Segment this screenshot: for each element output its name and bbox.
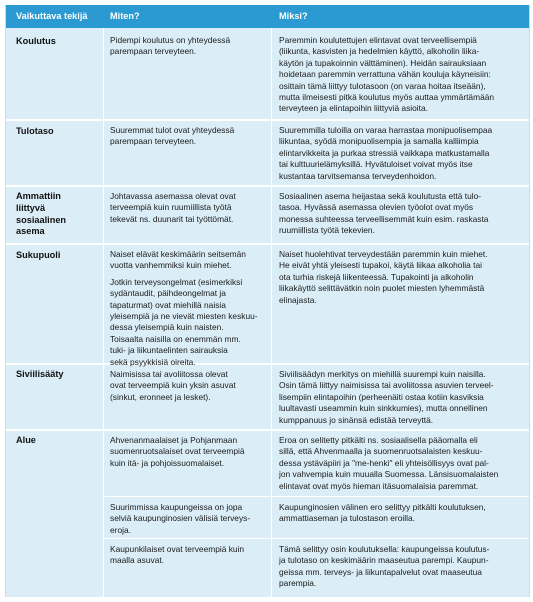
header-how: Miten? — [110, 11, 140, 21]
subrow-divider — [104, 538, 529, 539]
row-alue-cities-how: Suurimmissa kaupungeissa on jopa selviä kaupunginosien välisiä terveys- eroja. — [110, 502, 251, 535]
row-ammatti-factor: Ammattiin liittyvä sosiaalinen asema — [16, 191, 67, 237]
row-ammatti-how: Johtavassa asemassa olevat ovat terveempiä kuin ruumiillista työtä tekevät ns. duunarit tai työttömät. — [110, 191, 236, 224]
row-divider — [6, 185, 529, 187]
row-sukupuoli-how: Naiset elävät keskimäärin seitsemän vuotta vanhemmiksi kuin miehet. Jotkin terveysongelmat (esimerkiksi sydäntaudit, päihdeongelmat ja tapaturmat) ovat miehillä naisia yleisempiä ja ne vievät miesten keskuu- dessa yleisempiä kuin naisten. Toisaalta naisilla on enemmän mm. tuki- ja liikuntaelinten sairauksia sekä psyykkisiä oireita. — [110, 249, 258, 367]
row-tulotaso-why: Suuremmilla tuloilla on varaa harrastaa monipuolisempaa liikuntaa, syödä monipuolisempia ja samalla kalliimpia elintarvikkeita ja purkaa stressiä vaikkapa matkustamalla tai kulttuurielämyksillä. Hyvätuloiset voivat myös itse kustantaa tarvitsemansa terveydenhoidon. — [279, 125, 493, 181]
row-koulutus-why: Paremmin koulutettujen elintavat ovat terveellisempiä (liikunta, kasvisten ja hedelmien käyttö, alkoholin liika- käytön ja tupakoinnin välttäminen). Heidän sairauksiaan hoidetaan paremmin verrattuna vähän kouluja käyneisiin: osittain tämä liittyy tulotasoon (on varaa hoitaa itseään), mutta ilmeisesti pitkä koulutus myös auttaa ymmärtämään terveyteen ja elintapoihin liittyviä asioita. — [279, 35, 495, 114]
row-alue-cities-why: Kaupunginosien välinen ero selittyy pitkälti koulutuksen, ammattiaseman ja tulostason eroilla. — [279, 502, 486, 524]
row-siviilisaaty-how: Naimisissa tai avoliitossa olevat ovat terveempiä kuin yksin asuvat (sinkut, eronneet ja lesket). — [110, 369, 236, 402]
row-alue-urban-why: Tämä selittyy osin koulutuksella: kaupungeissa koulutus- ja tulotaso on keskimäärin maaseutua parempi. Kaupun- geissa mm. terveys- ja liikuntapalvelut ovat maaseutua parempia. — [279, 544, 490, 589]
row-siviilisaaty-factor: Siviilisääty — [16, 369, 64, 379]
row-divider — [6, 429, 529, 431]
row-sukupuoli-factor: Sukupuoli — [16, 250, 61, 260]
subrow-divider — [104, 496, 529, 497]
header-why: Miksi? — [279, 11, 308, 21]
row-divider — [6, 119, 529, 121]
row-ammatti-why: Sosiaalinen asema heijastaa sekä koulutusta että tulo- tasoa. Hyvässä asemassa olevien työolot ovat myös monessa suhteessa terveellisemmät kuin esim. raskasta ruumiillista työtä tekevien. — [279, 191, 489, 236]
row-tulotaso-how: Suuremmat tulot ovat yhteydessä parempaan terveyteen. — [110, 125, 235, 147]
table-header — [6, 5, 529, 28]
health-factors-table — [5, 5, 530, 597]
column-divider — [271, 28, 272, 597]
row-alue-urban-how: Kaupunkilaiset ovat terveempiä kuin maalla asuvat. — [110, 544, 245, 566]
column-divider — [103, 28, 104, 597]
row-alue-factor: Alue — [16, 435, 36, 445]
row-siviilisaaty-why: Siviilisäädyn merkitys on miehillä suurempi kuin naisilla. Osin tämä liittyy naimisissa tai avoliitossa asuvien terveel- lisempiin elintapoihin (perheenäiti ostaa kotiin kasviksia luultavasti useammin kuin sinkkumies), mutta onnellinen kumppanuus jo sinänsä edistää terveyttä. — [279, 369, 494, 425]
row-koulutus-factor: Koulutus — [16, 36, 56, 46]
header-factor: Vaikuttava tekijä — [16, 11, 88, 21]
row-alue-how: Ahvenanmaalaiset ja Pohjanmaan suomenruotsalaiset ovat terveempiä kuin itä- ja pohjoissuomalaiset. — [110, 435, 245, 468]
row-sukupuoli-why: Naiset huolehtivat terveydestään paremmin kuin miehet. He eivät yhtä yleisesti tupakoi, käytä liikaa alkoholia tai ota turhia riskejä liikenteessä. Tupakointi ja alkoholin liikakäyttö selittävätkin noin puolet miesten lyhemmästä elinajasta. — [279, 249, 488, 305]
row-divider — [6, 243, 529, 245]
row-alue-why: Eroa on selitetty pitkälti ns. sosiaalisella pääomalla eli sillä, että Ahvenmaalla ja suomenruotsalaisten keskuu- dessa ystäväpiiri ja "me-henki" eli yhteisöllisyys ovat pal- jon vahvempia kuin muualla Suomessa. Länsisuomalaisten elintavat ovat myös hieman itäsuomalaisia paremmat. — [279, 435, 499, 491]
row-divider — [6, 363, 529, 365]
row-tulotaso-factor: Tulotaso — [16, 126, 54, 136]
row-koulutus-how: Pidempi koulutus on yhteydessä parempaan terveyteen. — [110, 35, 231, 57]
